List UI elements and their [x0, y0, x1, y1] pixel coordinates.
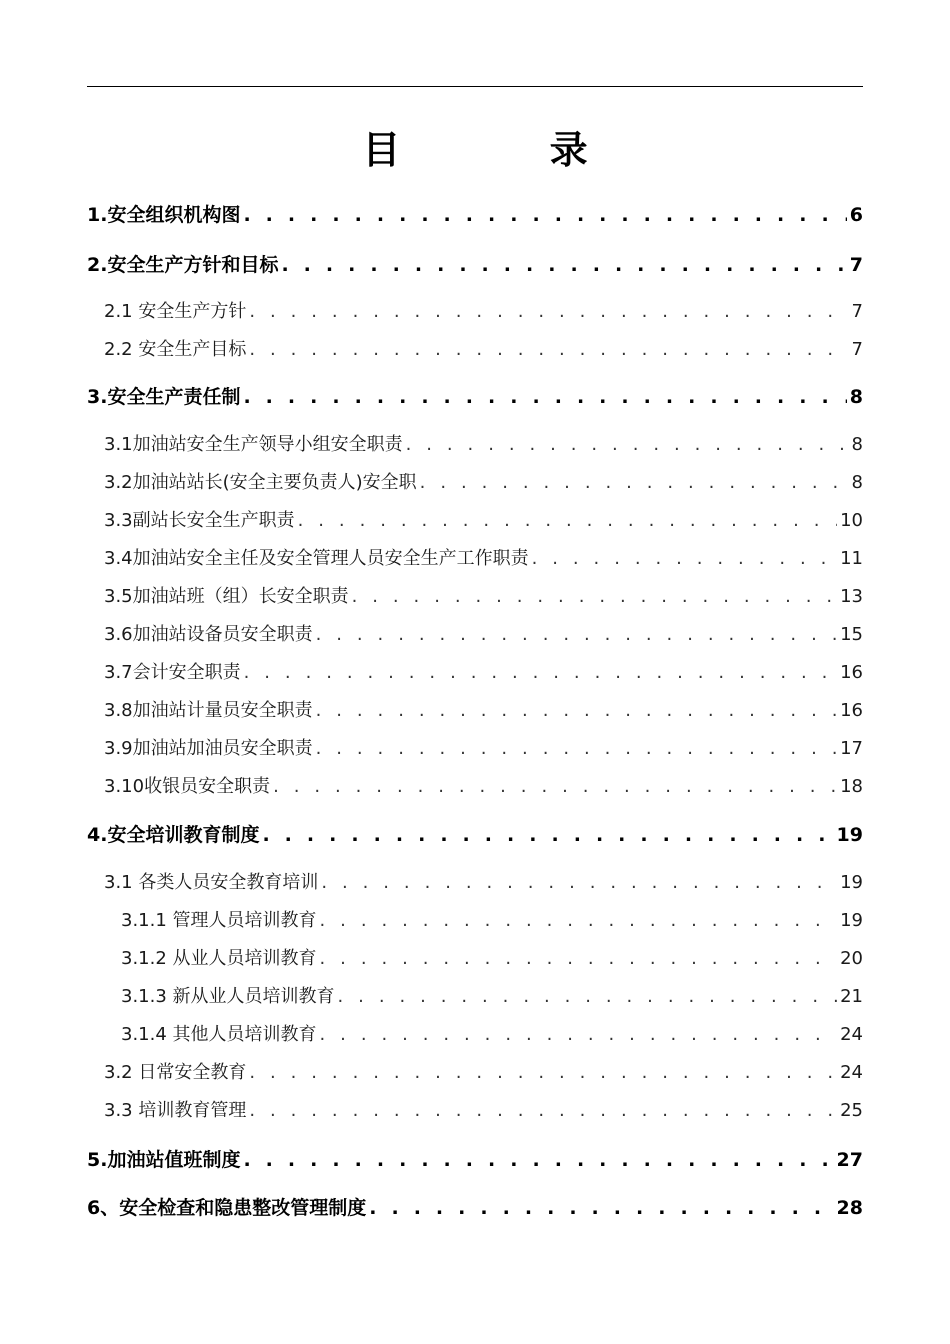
toc-entry-label: 3.6加油站设备员安全职责	[104, 624, 313, 645]
toc-entry-label: 1.安全组织机构图	[87, 204, 241, 226]
toc-entry-label: 3.1加油站安全生产领导小组安全职责	[104, 434, 403, 455]
toc-page-number: 27	[836, 1149, 863, 1171]
toc-dot-leader	[249, 1100, 837, 1121]
toc-dot-leader	[320, 1024, 838, 1045]
toc-page-number: 6	[849, 204, 863, 226]
toc-entry-label: 3.5加油站班（组）长安全职责	[104, 586, 349, 607]
toc-entry-4-1[interactable]	[104, 868, 863, 894]
toc-page-number: 8	[851, 472, 863, 493]
toc-dot-leader	[320, 948, 838, 969]
toc-page-number: 16	[840, 662, 863, 683]
toc-page-number: 24	[840, 1062, 863, 1083]
toc-dot-leader	[369, 1197, 833, 1219]
toc-entry-2-1[interactable]	[104, 297, 863, 323]
toc-entry-label: 2.2 安全生产目标	[104, 339, 247, 360]
toc-entry-label: 2.安全生产方针和目标	[87, 254, 279, 276]
toc-entry-label: 3.7会计安全职责	[104, 662, 241, 683]
toc-page-number: 11	[840, 548, 863, 569]
toc-entry-4-1-2[interactable]	[121, 944, 863, 970]
toc-entry-5[interactable]	[87, 1145, 863, 1172]
toc-page-number: 7	[851, 301, 863, 322]
toc-entry-label: 2.1 安全生产方针	[104, 301, 247, 322]
toc-entry-label: 3.1.3 新从业人员培训教育	[121, 986, 335, 1007]
toc-page-number: 17	[840, 738, 863, 759]
toc-entry-label: 5.加油站值班制度	[87, 1149, 241, 1171]
toc-entry-4-1-4[interactable]	[121, 1020, 863, 1046]
toc-dot-leader	[249, 339, 848, 360]
toc-dot-leader	[281, 254, 846, 276]
toc-dot-leader	[243, 386, 846, 408]
toc-dot-leader	[249, 301, 848, 322]
toc-page-number: 19	[840, 872, 863, 893]
toc-page-number: 13	[840, 586, 863, 607]
toc-dot-leader	[320, 910, 838, 931]
toc-entry-label: 3.1.2 从业人员培训教育	[121, 948, 317, 969]
toc-entry-label: 3.8加油站计量员安全职责	[104, 700, 313, 721]
toc-dot-leader	[321, 872, 837, 893]
toc-entry-3[interactable]	[87, 382, 863, 409]
toc-page-number: 8	[851, 434, 863, 455]
toc-entry-3-6[interactable]	[104, 620, 863, 646]
toc-entry-3-2[interactable]	[104, 468, 863, 494]
toc-dot-leader	[532, 548, 837, 569]
toc-entry-3-1[interactable]	[104, 430, 863, 456]
toc-dot-leader	[316, 738, 837, 759]
toc-dot-leader	[243, 204, 846, 226]
toc-entry-3-9[interactable]	[104, 734, 863, 760]
toc-entry-3-3[interactable]	[104, 506, 863, 532]
toc-entry-4-3[interactable]	[104, 1096, 863, 1122]
toc-dot-leader	[243, 1149, 833, 1171]
toc-entry-6[interactable]	[87, 1193, 863, 1220]
toc-entry-label: 3.安全生产责任制	[87, 386, 241, 408]
toc-dot-leader	[316, 624, 837, 645]
toc-page-number: 21	[840, 986, 863, 1007]
toc-entry-4-2[interactable]	[104, 1058, 863, 1084]
toc-page-number: 18	[840, 776, 863, 797]
toc-entry-2[interactable]	[87, 250, 863, 277]
toc-entry-label: 6、安全检查和隐患整改管理制度	[87, 1197, 367, 1219]
toc-dot-leader	[262, 824, 833, 846]
toc-entry-4-1-3[interactable]	[121, 982, 863, 1008]
toc-dot-leader	[273, 776, 837, 797]
toc-dot-leader	[420, 472, 849, 493]
toc-page-number: 20	[840, 948, 863, 969]
toc-page-number: 10	[840, 510, 863, 531]
toc-entry-label: 3.3副站长安全生产职责	[104, 510, 295, 531]
toc-entry-3-7[interactable]	[104, 658, 863, 684]
toc-page-number: 8	[849, 386, 863, 408]
toc-page-number: 28	[836, 1197, 863, 1219]
toc-entry-label: 3.1.4 其他人员培训教育	[121, 1024, 317, 1045]
toc-page-number: 15	[840, 624, 863, 645]
toc-entry-3-8[interactable]	[104, 696, 863, 722]
toc-dot-leader	[406, 434, 849, 455]
toc-dot-leader	[298, 510, 837, 531]
toc-entry-3-5[interactable]	[104, 582, 863, 608]
toc-dot-leader	[249, 1062, 837, 1083]
toc-entry-label: 3.2加油站站长(安全主要负责人)安全职	[104, 472, 417, 493]
toc-dot-leader	[244, 662, 837, 683]
toc-entry-3-10[interactable]	[104, 772, 863, 798]
toc-entry-label: 3.10收银员安全职责	[104, 776, 271, 797]
page-title: 目 录	[362, 128, 656, 172]
toc-entry-label: 3.3 培训教育管理	[104, 1100, 247, 1121]
toc-page-number: 19	[840, 910, 863, 931]
toc-dot-leader	[352, 586, 837, 607]
toc-entry-3-4[interactable]	[104, 544, 863, 570]
toc-entry-2-2[interactable]	[104, 335, 863, 361]
toc-dot-leader	[316, 700, 837, 721]
toc-page-number: 16	[840, 700, 863, 721]
toc-page-number: 24	[840, 1024, 863, 1045]
toc-entry-4-1-1[interactable]	[121, 906, 863, 932]
toc-page-number: 19	[836, 824, 863, 846]
toc-entry-label: 3.9加油站加油员安全职责	[104, 738, 313, 759]
toc-entry-label: 3.1 各类人员安全教育培训	[104, 872, 319, 893]
toc-entry-label: 4.安全培训教育制度	[87, 824, 260, 846]
toc-entry-4[interactable]	[87, 820, 863, 847]
toc-page-number: 25	[840, 1100, 863, 1121]
toc-page-number: 7	[851, 339, 863, 360]
toc-entry-label: 3.2 日常安全教育	[104, 1062, 247, 1083]
toc-dot-leader	[338, 986, 838, 1007]
toc-entry-label: 3.1.1 管理人员培训教育	[121, 910, 317, 931]
toc-page-number: 7	[849, 254, 863, 276]
toc-entry-1[interactable]	[87, 200, 863, 227]
toc-entry-label: 3.4加油站安全主任及安全管理人员安全生产工作职责	[104, 548, 529, 569]
